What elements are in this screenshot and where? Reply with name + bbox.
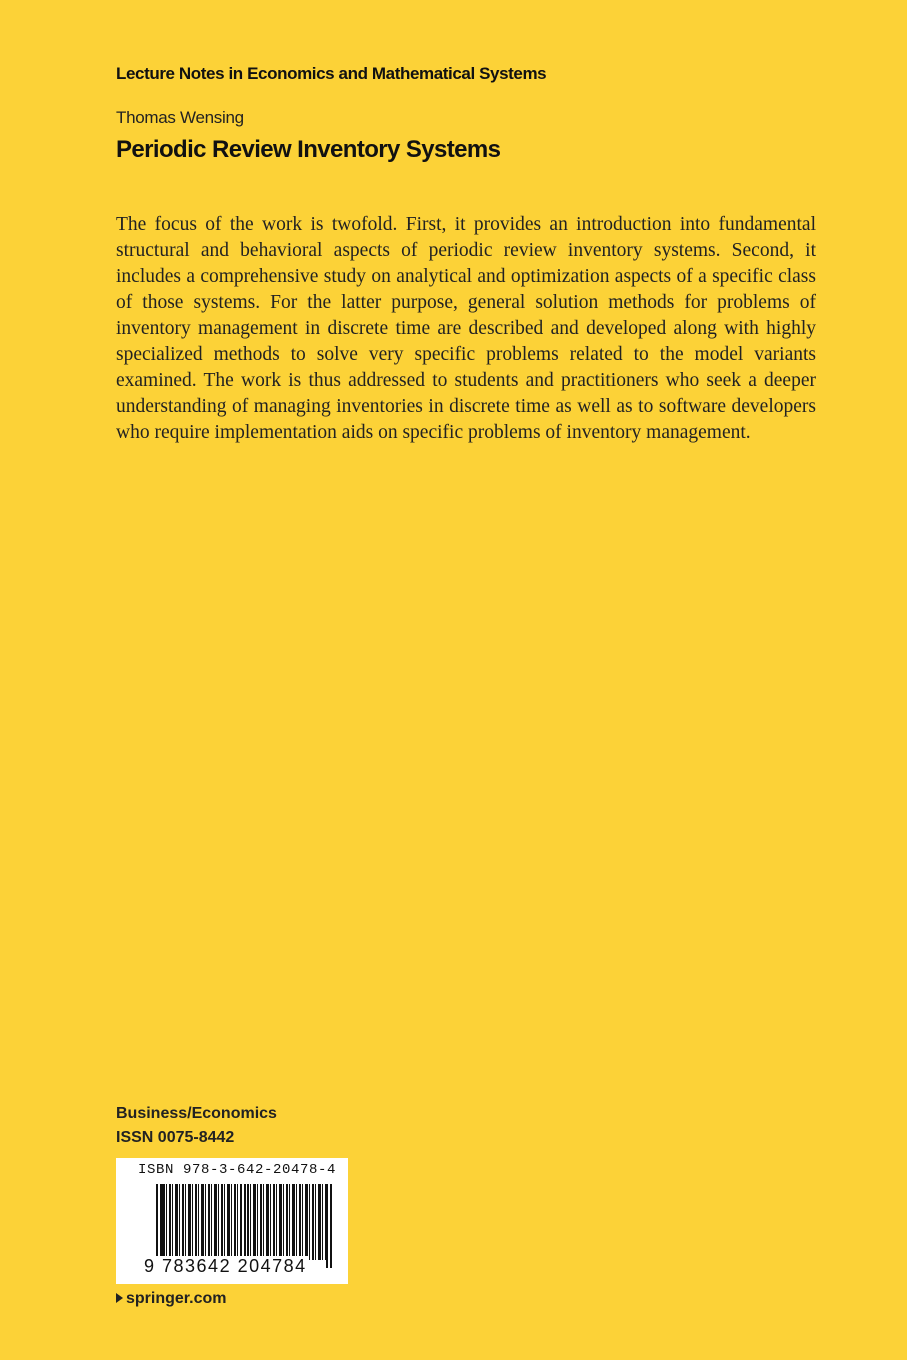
back-cover-blurb: The focus of the work is twofold. First, it provides an introduction into fundamental structural and behavioral aspects of periodic review inventory systems. Second, it includes a comprehensive study on analytical and optimization aspects of a specific class of those systems. For the latter purpose, general solution methods for problems of inventory management in discrete time are described and developed along with highly specialized methods to solve very specific problems related to the model variants examined. The work is thus addressed to students and practitioners who seek a deeper understanding of managing inventories in discrete time as well as to software developers who require implementation aids on specific problems of inventory management.	[116, 214, 816, 443]
author-name: Thomas Wensing	[116, 108, 244, 127]
isbn-label: ISBN 978-3-642-20478-4	[138, 1162, 337, 1178]
subject-category: Business/Economics	[116, 1105, 277, 1122]
triangle-right-icon	[116, 1293, 123, 1303]
publisher-link[interactable]	[116, 1290, 226, 1308]
barcode-guard-right	[326, 1184, 332, 1268]
barcode-digits: 9 783642 204784	[144, 1256, 307, 1276]
publisher-url: springer.com	[126, 1290, 227, 1307]
series-title: Lecture Notes in Economics and Mathematical Systems	[116, 64, 547, 83]
issn-number: ISSN 0075-8442	[116, 1129, 235, 1146]
book-title: Periodic Review Inventory Systems	[116, 136, 501, 163]
barcode-panel	[116, 1158, 348, 1284]
